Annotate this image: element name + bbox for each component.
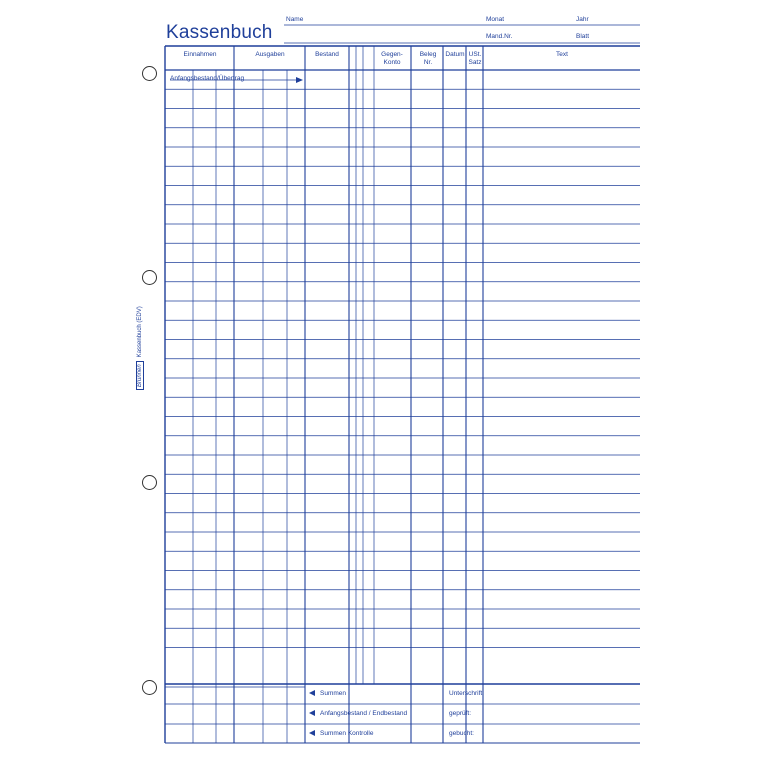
geprueft-label: geprüft: [449,710,472,717]
col-header-einnahmen: Einnahmen [183,51,217,58]
col-header-datum: Datum [445,51,465,58]
col-header-beleg-nr: Beleg Nr. [419,51,437,66]
carry-over-arrow-head [296,77,303,83]
summen-arrow [309,690,315,696]
col-header-text: Text [556,51,568,58]
page-title: Kassenbuch [166,22,273,43]
product-label: Kassenbuch (EDV) [137,306,143,358]
col-header-ausgaben: Ausgaben [255,51,285,58]
monat-label: Monat [486,16,505,23]
mand-nr-label: Mand.Nr. [486,33,513,40]
blatt-label: Blatt [576,33,590,40]
summen-kontrolle-label: Summen Kontrolle [320,730,374,737]
anfangs-arrow [309,710,315,716]
name-label: Name [286,16,304,23]
col-header-bestand: Bestand [315,51,339,58]
jahr-label: Jahr [576,16,589,23]
col-header-gegen-konto: Gegen- Konto [381,51,403,66]
col-header-ust-satz: USt. Satz [468,51,482,66]
gebucht-label: gebucht: [449,730,474,737]
carry-over-label: Anfangsbestand/Übertrag [170,75,245,82]
kontrolle-arrow [309,730,315,736]
anfangs-endbestand-label: Anfangsbestand / Endbestand [320,710,408,717]
brand-logo: Brunnen [136,361,144,390]
unterschrift-label: Unterschrift: [449,690,485,697]
summen-label: Summen [320,690,347,697]
side-brand-label [136,306,144,390]
